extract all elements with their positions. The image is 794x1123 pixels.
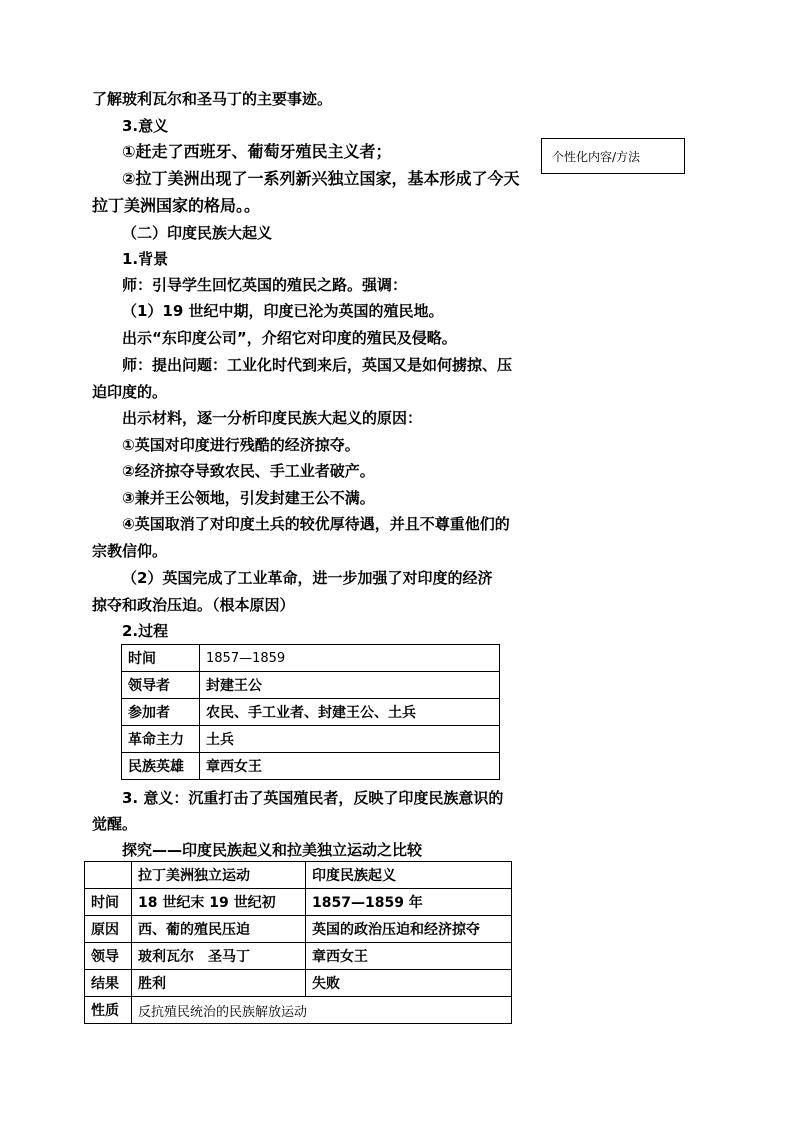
paragraph: 师：引导学生回忆英国的殖民之路。强调： xyxy=(122,276,408,294)
table-row xyxy=(122,672,500,699)
table-row xyxy=(122,699,500,726)
side-note-box xyxy=(541,138,685,174)
table-cell: 农民、手工业者、封建王公、土兵 xyxy=(200,699,500,726)
table-cell: 原因 xyxy=(85,916,132,943)
table-cell: 玻利瓦尔 圣马丁 xyxy=(132,943,306,970)
table-row xyxy=(122,645,500,672)
table-cell: 民族英雄 xyxy=(122,753,200,780)
paragraph: 觉醒。 xyxy=(92,815,138,833)
side-note-label: 个性化内容/方法 xyxy=(552,149,641,164)
table-row xyxy=(85,889,512,916)
table-row xyxy=(85,970,512,997)
table-row xyxy=(85,997,512,1024)
paragraph: ①英国对印度进行残酷的经济掠夺。 xyxy=(122,436,360,454)
paragraph: ③兼并王公领地，引发封建王公不满。 xyxy=(122,489,375,507)
table-cell: 英国的政治压迫和经济掠夺 xyxy=(306,916,512,943)
table-cell: 胜利 xyxy=(132,970,306,997)
paragraph: 掠夺和政治压迫。（根本原因） xyxy=(92,596,295,614)
subheading-background: 1.背景 xyxy=(122,250,169,268)
paragraph: 3. 意义：沉重打击了英国殖民者，反映了印度民族意识的 xyxy=(122,789,504,807)
paragraph: （2）英国完成了工业革命，进一步加强了对印度的经济 xyxy=(122,569,493,587)
table-cell: 西、葡的殖民压迫 xyxy=(132,916,306,943)
table-cell: 结果 xyxy=(85,970,132,997)
table-cell: 封建王公 xyxy=(200,672,500,699)
paragraph: 了解玻利瓦尔和圣马丁的主要事迹。 xyxy=(92,90,333,108)
paragraph: （1）19 世纪中期，印度已沦为英国的殖民地。 xyxy=(122,302,444,320)
paragraph: 宗教信仰。 xyxy=(92,542,168,560)
table-cell: 参加者 xyxy=(122,699,200,726)
paragraph: 迫印度的。 xyxy=(92,383,168,401)
subheading-process: 2.过程 xyxy=(122,622,169,640)
table-cell: 失败 xyxy=(306,970,512,997)
comparison-table xyxy=(84,861,512,1024)
table-row xyxy=(122,753,500,780)
table-cell: 章西女王 xyxy=(306,943,512,970)
paragraph: ②经济掠夺导致农民、手工业者破产。 xyxy=(122,462,375,480)
table-cell: 反抗殖民统治的民族解放运动 xyxy=(132,997,512,1024)
paragraph: ②拉丁美洲出现了一系列新兴独立国家，基本形成了今天 xyxy=(122,169,520,188)
paragraph: 师：提出问题：工业化时代到来后，英国又是如何掳掠、压 xyxy=(122,356,513,374)
paragraph: ④英国取消了对印度土兵的较优厚待遇，并且不尊重他们的 xyxy=(122,515,510,533)
comparison-heading: 探究——印度民族起义和拉美独立运动之比较 xyxy=(122,841,423,859)
table-cell: 性质 xyxy=(85,997,132,1024)
table-header-row xyxy=(85,862,512,889)
section-heading: （二）印度民族大起义 xyxy=(122,224,273,242)
paragraph: ①赶走了西班牙、葡萄牙殖民主义者； xyxy=(122,142,392,161)
table-cell: 18 世纪末 19 世纪初 xyxy=(132,889,306,916)
process-table xyxy=(121,644,500,780)
paragraph: 出示“东印度公司”，介绍它对印度的殖民及侵略。 xyxy=(122,329,457,347)
table-cell: 领导 xyxy=(85,943,132,970)
table-cell: 革命主力 xyxy=(122,726,200,753)
table-header-cell xyxy=(85,862,132,889)
table-cell: 领导者 xyxy=(122,672,200,699)
table-cell: 1857—1859 xyxy=(200,645,500,672)
table-header-cell: 拉丁美洲独立运动 xyxy=(132,862,306,889)
table-row xyxy=(122,726,500,753)
table-row xyxy=(85,916,512,943)
table-cell: 土兵 xyxy=(200,726,500,753)
heading-significance: 3.意义 xyxy=(122,117,169,135)
table-cell: 1857—1859 年 xyxy=(306,889,512,916)
table-cell: 章西女王 xyxy=(200,753,500,780)
paragraph: 拉丁美洲国家的格局。。 xyxy=(92,196,261,215)
paragraph: 出示材料，逐一分析印度民族大起义的原因： xyxy=(122,409,423,427)
table-row xyxy=(85,943,512,970)
table-cell: 时间 xyxy=(85,889,132,916)
table-cell: 时间 xyxy=(122,645,200,672)
table-header-cell: 印度民族起义 xyxy=(306,862,512,889)
